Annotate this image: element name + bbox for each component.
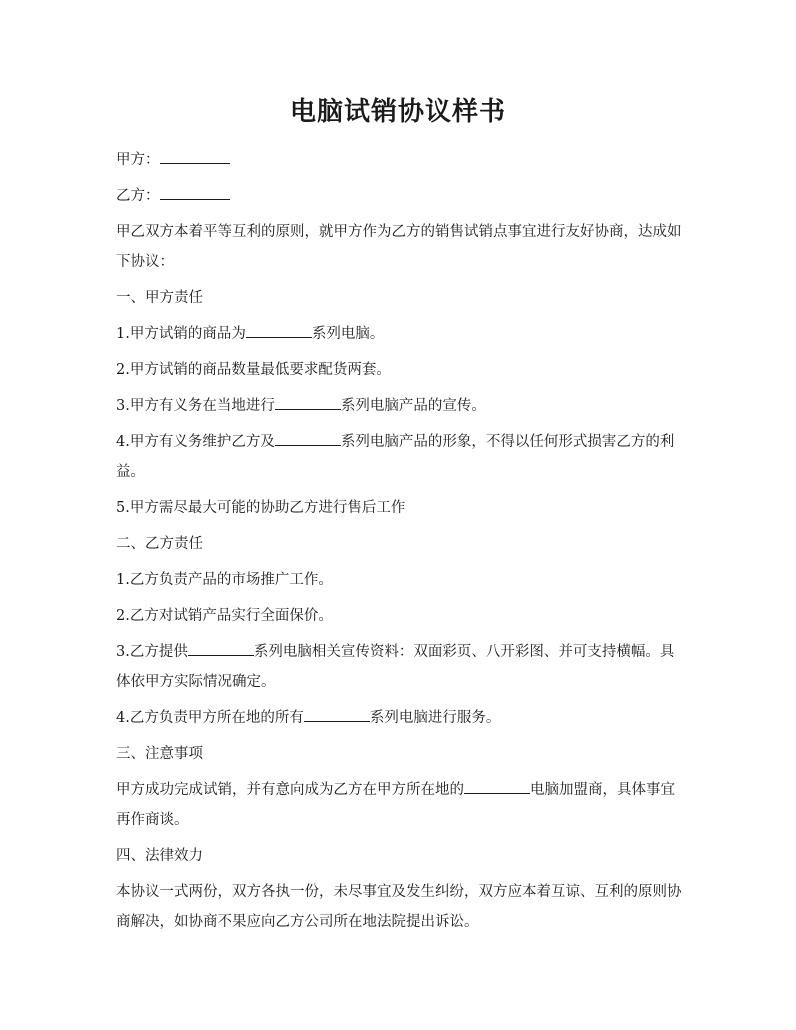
section1-item4-pre: 4.甲方有义务维护乙方及 [116, 434, 275, 450]
section3-heading: 三、注意事项 [116, 746, 203, 762]
section2-item3-pre: 3.乙方提供 [116, 644, 188, 660]
party-b-blank [160, 183, 230, 200]
section1-item4-post: 系列电脑产品的形象，不得以任何形式损害乙方的利益。 [116, 434, 675, 480]
section1-item1-post: 系列电脑。 [311, 326, 385, 342]
section2-item4-blank [304, 705, 370, 722]
party-a-label: 甲方： [116, 152, 160, 168]
party-b-line [116, 181, 684, 211]
section1-item1-pre: 1.甲方试销的商品为 [116, 326, 246, 342]
section1-item1 [116, 319, 684, 349]
section2-item3-post: 系列电脑相关宣传资料：双面彩页、八开彩图、并可支持横幅。具体依甲方实际情况确定。 [116, 644, 675, 690]
section1-item3-blank [275, 393, 341, 410]
section2-item1: 1.乙方负责产品的市场推广工作。 [116, 572, 333, 588]
section1-item2: 2.甲方试销的商品数量最低要求配货两套。 [116, 362, 391, 378]
section1-item3 [116, 391, 684, 421]
section2-heading: 二、乙方责任 [116, 536, 203, 552]
section4-paragraph: 本协议一式两份，双方各执一份，未尽事宜及发生纠纷，双方应本着互谅、互利的原则协商解决，如协商不果应向乙方公司所在地法院提出诉讼。 [116, 884, 682, 930]
intro-paragraph: 甲乙双方本着平等互利的原则，就甲方作为乙方的销售试销点事宜进行友好协商，达成如下协议： [116, 224, 682, 270]
section3-blank [464, 777, 530, 794]
section1-item4-blank [275, 429, 341, 446]
section2-item4 [116, 703, 684, 733]
section3-text-post: 电脑加盟商，具体事宜再作商谈。 [116, 782, 675, 828]
section3-text-pre: 甲方成功完成试销，并有意向成为乙方在甲方所在地的 [116, 782, 464, 798]
party-b-label: 乙方： [116, 188, 160, 204]
section1-item3-pre: 3.甲方有义务在当地进行 [116, 398, 275, 414]
section3-paragraph [116, 775, 684, 835]
section1-item4 [116, 427, 684, 487]
section2-item3-blank [188, 639, 254, 656]
section4-heading: 四、法律效力 [116, 848, 203, 864]
section1-heading: 一、甲方责任 [116, 290, 203, 306]
section1-item1-blank [246, 321, 312, 338]
section2-item3 [116, 637, 684, 697]
section2-item2: 2.乙方对试销产品实行全面保价。 [116, 608, 333, 624]
document-body [116, 145, 684, 937]
section2-item4-pre: 4.乙方负责甲方所在地的所有 [116, 710, 304, 726]
section2-item4-post: 系列电脑进行服务。 [369, 710, 501, 726]
section1-item5: 5.甲方需尽最大可能的协助乙方进行售后工作 [116, 500, 406, 516]
party-a-blank [160, 147, 230, 164]
party-a-line [116, 145, 684, 175]
document-title: 电脑试销协议样书 [289, 97, 506, 127]
section1-item3-post: 系列电脑产品的宣传。 [340, 398, 486, 414]
